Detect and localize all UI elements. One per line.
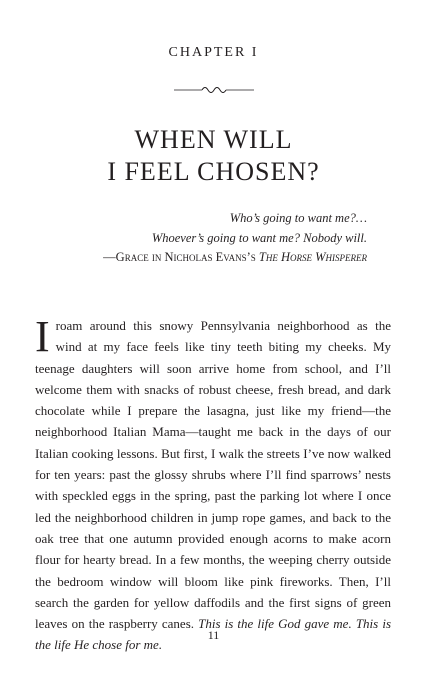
epigraph-attribution <box>60 248 367 268</box>
epigraph <box>60 209 367 268</box>
chapter-title-line-1: WHEN WILL <box>134 125 293 154</box>
page-number: 11 <box>207 628 220 642</box>
attribution-author: Grace in Nicholas Evans’s <box>115 250 259 264</box>
epigraph-line-2: Whoever’s going to want me? Nobody will. <box>151 230 367 245</box>
attribution-dash: — <box>103 250 116 264</box>
attribution-book-title: The Horse Whisperer <box>258 250 367 264</box>
chapter-title <box>0 124 427 188</box>
ornament-divider <box>174 84 254 96</box>
chapter-title-line-2: I FEEL CHOSEN? <box>107 157 320 186</box>
epigraph-line-1: Who’s going to want me?… <box>229 211 367 225</box>
chapter-label: CHAPTER I <box>168 45 259 60</box>
drop-cap: I <box>35 312 50 361</box>
body-text-italic: This is the life God gave me. This is the life He chose for me. <box>35 616 392 653</box>
body-paragraph <box>35 312 392 656</box>
body-text-main: roam around this snowy Pennsylvania neighborhood as the wind at my face feels like tiny teeth biting my cheeks. My teenage daughters will soon arrive home from school, and I’ll welcome them with snacks of robust cheese, fresh bread, and dark chocolate while I prepare the lasagna, just like my friend—the neighborhood Italian Mama—taught me back in the days of our Italian cooking lessons. But first, I walk the streets I’ve now walked for ten years: past the glossy shrubs where I’ll find sparrows’ nests with speckled eggs in the spring, past the parking lot where I once led the neighborhood children in jump rope games, and back to the oak tree that one autumn provided enough acorns to make acorn flour for hearty bread. In a few months, the weeping cherry outside the bedroom window will bloom like pink fireworks. Then, I’ll search the garden for yellow daffodils and the first signs of green leaves on the raspberry canes. <box>35 318 391 632</box>
